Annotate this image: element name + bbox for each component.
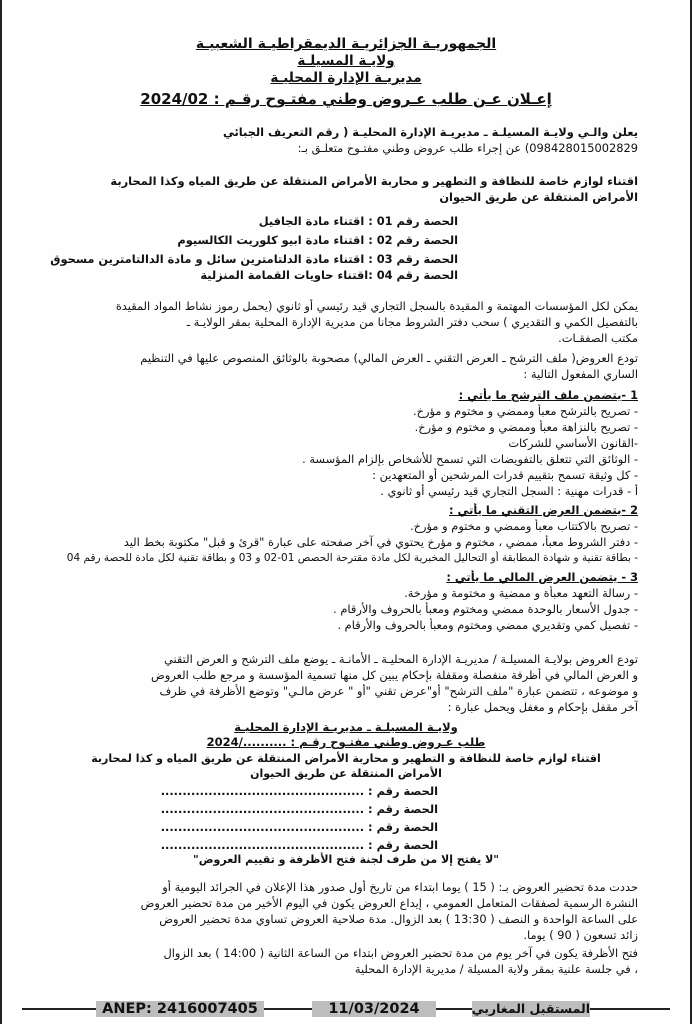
- timing-line-3: على الساعة الواحدة و النصف ( 13:30 ) بعد الزوال. مدة صلاحية العروض تساوي مدة تحضير العروض: [159, 912, 638, 926]
- lot-1: الحصة رقم 01 : اقتناء مادة الجافيل: [258, 214, 458, 228]
- wilaya-title: ولايـة المسيلـة: [297, 53, 395, 69]
- envelope-ref: طلب عـروض وطني مفتـوح رقـم : ........../2024: [206, 735, 486, 749]
- anep-code: ANEP: 2416007405: [96, 1001, 264, 1017]
- section-1-item: - تصريح بالنزاهة معبأ وممضي و مختوم و مؤرخ.: [414, 420, 638, 434]
- opening-line-1: فتح الأظرفة يكون في آخر يوم من مدة تحضير العروض ابتداء من الساعة الثانية ( 14:00 ) بعد الزوال: [163, 946, 638, 960]
- timing-line-1: حددت مدة تحضير العروض بـ: ( 15 ) يوما ابتداء من تاريخ أول صدور هذا الإعلان في الجرائد اليومية أو: [162, 880, 638, 894]
- envelope-subject-2: الأمراض المنتقلة عن طريق الحيوان: [250, 767, 442, 780]
- notice-title: إعـلان عـن طلب عـروض وطني مفتـوح رقـم : 2024/02: [140, 90, 552, 108]
- envelope-subject-1: اقتناء لوازم خاصة للنظافة و التطهير و محاربة الأمراض المنتقلة عن طريق المياه و كذا لمحاربة: [91, 752, 601, 765]
- intro-line-1: يعلن والـي ولايـة المسيلـة ـ مديريـة الإدارة المحليـة ( رقم التعريف الجبائي: [222, 125, 638, 139]
- subject-line-2: الأمراض المنتقلة عن طريق الحيوان: [439, 190, 638, 204]
- envelope-lot-line: الحصة رقم : ...............................................: [160, 784, 438, 798]
- intro-line-2: 098428015002829) عن إجراء طلب عروض وطني مفتـوح متعلـق بـ:: [297, 141, 638, 155]
- submission-line-4: آخر مقفل بإحكام و مغفل ويحمل عبارة :: [447, 700, 638, 714]
- submission-line-1: تودع العروض بولايـة المسيلـة / مديريـة الإدارة المحليـة ـ الأمانـة ـ يوضع ملف الترشح و العرض التقني: [163, 652, 638, 666]
- envelope-lot-line: الحصة رقم : ...............................................: [160, 802, 438, 816]
- section-3-heading: 3 - يتضمن العرض المالي ما يأتي :: [446, 570, 638, 584]
- envelope-lot-line: الحصة رقم : ...............................................: [160, 838, 438, 852]
- section-3-item: - رسالة التعهد معبأة و ممضية و مختومة و مؤرخة.: [404, 586, 638, 600]
- section-1-heading: 1 -يتضمن ملف الترشح ما يأتي :: [458, 388, 638, 402]
- newspaper-name: المستقبل المغاربي: [471, 1001, 590, 1016]
- section-1-item: -القانون الأساسي للشركات: [508, 436, 638, 450]
- lot-2: الحصة رقم 02 : اقتناء مادة ابيو كلوريت الكالسيوم: [177, 233, 458, 247]
- republic-title: الجمهوريـة الجزائريـة الديمقراطيـة الشعبيـة: [195, 36, 497, 52]
- deposit-line-2: الساري المفعول التالية :: [523, 367, 638, 381]
- eligibility-line-2: بالتفصيل الكمي و التقديري ) سحب دفتر الشروط مجانا من مديرية الإدارة المحلية بمقر الولايـة ـ: [186, 315, 638, 329]
- footer-bar: [2, 996, 690, 1022]
- lot-4: الحصة رقم 04 :اقتناء حاويات القمامة المنزلية: [200, 268, 458, 282]
- timing-line-4: زائد تسعون ( 90 ) يوما.: [523, 928, 638, 942]
- section-1-item: أ - قدرات مهنية : السجل التجاري قيد رئيسي أو ثانوي .: [380, 484, 638, 498]
- envelope-lot-line: الحصة رقم : ...............................................: [160, 820, 438, 834]
- section-2-item: - دفتر الشروط معبأ، ممضي ، مختوم و مؤرخ يحتوي في آخر صفحته على عبارة "قرئ و قبل" مكتوبة بخط اليد: [123, 535, 638, 549]
- section-3-item: - جدول الأسعار بالوحدة ممضي ومختوم ومعبأ بالحروف والأرقام .: [333, 602, 638, 616]
- lot-3: الحصة رقم 03 : اقتناء مادة الدلتامترين سائل و مادة الدالتامترين مسحوق: [50, 252, 458, 266]
- deposit-line-1: تودع العروض( ملف الترشح ـ العرض التقني ـ العرض المالي) مصحوبة بالوثائق المنصوص عليها في التنظيم: [140, 351, 638, 365]
- opening-line-2: ، في جلسة علنية بمقر ولاية المسيلة / مديرية الإدارة المحلية: [354, 962, 638, 976]
- directorate-title: مديريـة الإدارة المحليـة: [270, 70, 422, 86]
- envelope-wilaya: ولايـة المسيلـة ـ مديريـة الإدارة المحليـة: [234, 720, 458, 734]
- section-2-item: - بطاقة تقنية و شهادة المطابقة أو التحاليل المخبرية لكل مادة مقترحة الحصص 01-02 و 03 و بطاقة تقنية لكل مادة للحصة رقم 04: [66, 552, 638, 564]
- eligibility-line-1: يمكن لكل المؤسسات المهتمة و المقيدة بالسجل التجاري قيد رئيسي أو ثانوي (يحمل رموز نشاط المواد المقيدة: [115, 299, 638, 313]
- submission-line-2: و العرض المالي في أظرفة منفصلة ومقفلة بإحكام يبين كل منها تسمية المؤسسة و مرجع طلب العروض: [151, 668, 638, 682]
- eligibility-line-3: مكتب الصفقـات.: [558, 331, 638, 345]
- envelope-warning: "لا يفتح إلا من طرف لجنة فتح الأظرفة و تقييم العروض": [192, 853, 500, 866]
- timing-line-2: النشرة الرسمية لصفقات المتعامل العمومي ، إيداع العروض يكون في اليوم الأخير من مدة تحضير العروض: [140, 896, 638, 910]
- section-1-item: - الوثائق التي تتعلق بالتفويضات التي تسمح للأشخاص بإلزام المؤسسة .: [302, 452, 638, 466]
- subject-line-1: اقتناء لوازم خاصة للنظافة و التطهير و محاربة الأمراض المنتقلة عن طريق المياه وكذا المحاربة: [110, 174, 638, 188]
- section-1-item: - كل وثيقة تسمح بتقييم قدرات المرشحين أو المتعهدين :: [372, 468, 638, 482]
- submission-line-3: و موضوعه ، تتضمن عبارة "ملف الترشح" أو"عرض تقني "أو " عرض مالـي" وتوضع الأظرفة في ظرف: [159, 684, 638, 698]
- section-3-item: - تفصيل كمي وتقديري ممضي ومختوم ومعبأ بالحروف والأرقام .: [337, 618, 638, 632]
- section-2-heading: 2 -يتضمن العرض التقني ما يأتي :: [449, 503, 638, 517]
- section-2-item: - تصريح بالاكتتاب معبأ وممضي و مختوم و مؤرخ.: [410, 519, 638, 533]
- publication-date: 11/03/2024: [312, 1001, 436, 1017]
- section-1-item: - تصريح بالترشح معبأ وممضي و مختوم و مؤرخ.: [412, 404, 638, 418]
